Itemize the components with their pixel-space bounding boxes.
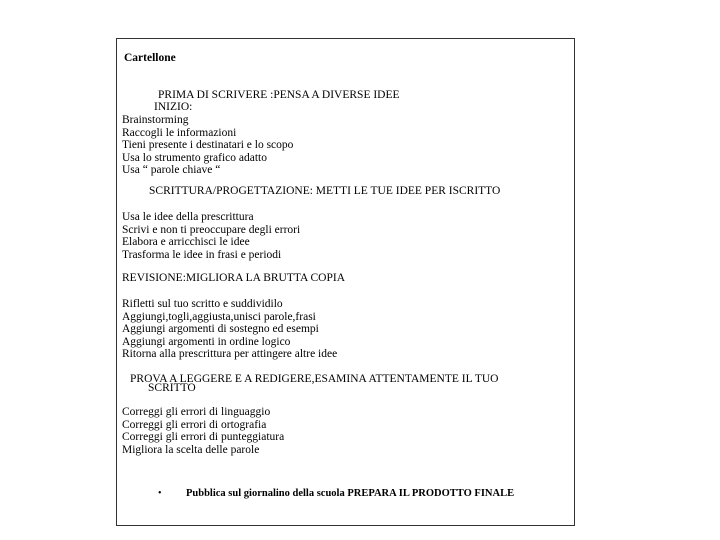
list-item: Correggi gli errori di linguaggio (122, 406, 271, 418)
section-2-heading: SCRITTURA/PROGETTAZIONE: METTI LE TUE IDEE PER ISCRITTO (149, 185, 501, 197)
list-item: Elabora e arricchisci le idee (122, 236, 250, 248)
list-item: Correggi gli errori di punteggiatura (122, 431, 285, 443)
list-item: Ritorna alla prescrittura per attingere altre idee (122, 348, 338, 360)
list-item: Usa le idee della prescrittura (122, 211, 254, 223)
list-item: Usa “ parole chiave “ (122, 164, 221, 176)
list-item: Aggiungi argomenti di sostegno ed esempi (122, 323, 319, 335)
section-1-subheading: INIZIO: (154, 101, 193, 113)
section-1-heading: PRIMA DI SCRIVERE :PENSA A DIVERSE IDEE (158, 89, 400, 101)
section-2-list (122, 211, 300, 261)
list-item: Raccogli le informazioni (122, 126, 237, 139)
section-3-heading: REVISIONE:MIGLIORA LA BRUTTA COPIA (122, 272, 346, 284)
final-step-text: Pubblica sul giornalino della scuola PREPARA IL PRODOTTO FINALE (186, 488, 515, 499)
section-4-heading: PROVA A LEGGERE E A REDIGERE,ESAMINA ATTENTAMENTE IL TUO (130, 373, 499, 385)
list-item: Usa lo strumento grafico adatto (122, 151, 267, 164)
list-item: Correggi gli errori di ortografia (122, 418, 267, 431)
list-item: Rifletti sul tuo scritto e suddividilo (122, 298, 283, 310)
list-item: Aggiungi,togli,aggiusta,unisci parole,frasi (122, 310, 316, 323)
list-item: Aggiungi argomenti in ordine logico (122, 335, 291, 348)
list-item: Scrivi e non ti preoccupare degli errori (122, 223, 301, 236)
document-title: Cartellone (124, 52, 176, 64)
list-item: Brainstorming (122, 114, 189, 126)
list-item: Trasforma le idee in frasi e periodi (122, 248, 282, 261)
section-1-list (122, 114, 293, 177)
list-item: Migliora la scelta delle parole (122, 443, 260, 456)
section-4-subheading: SCRITTO (148, 382, 196, 394)
list-item: Tieni presente i destinatari e lo scopo (122, 139, 294, 151)
section-4-list (122, 406, 284, 456)
bullet-icon: • (158, 488, 162, 499)
section-3-list (122, 298, 337, 361)
